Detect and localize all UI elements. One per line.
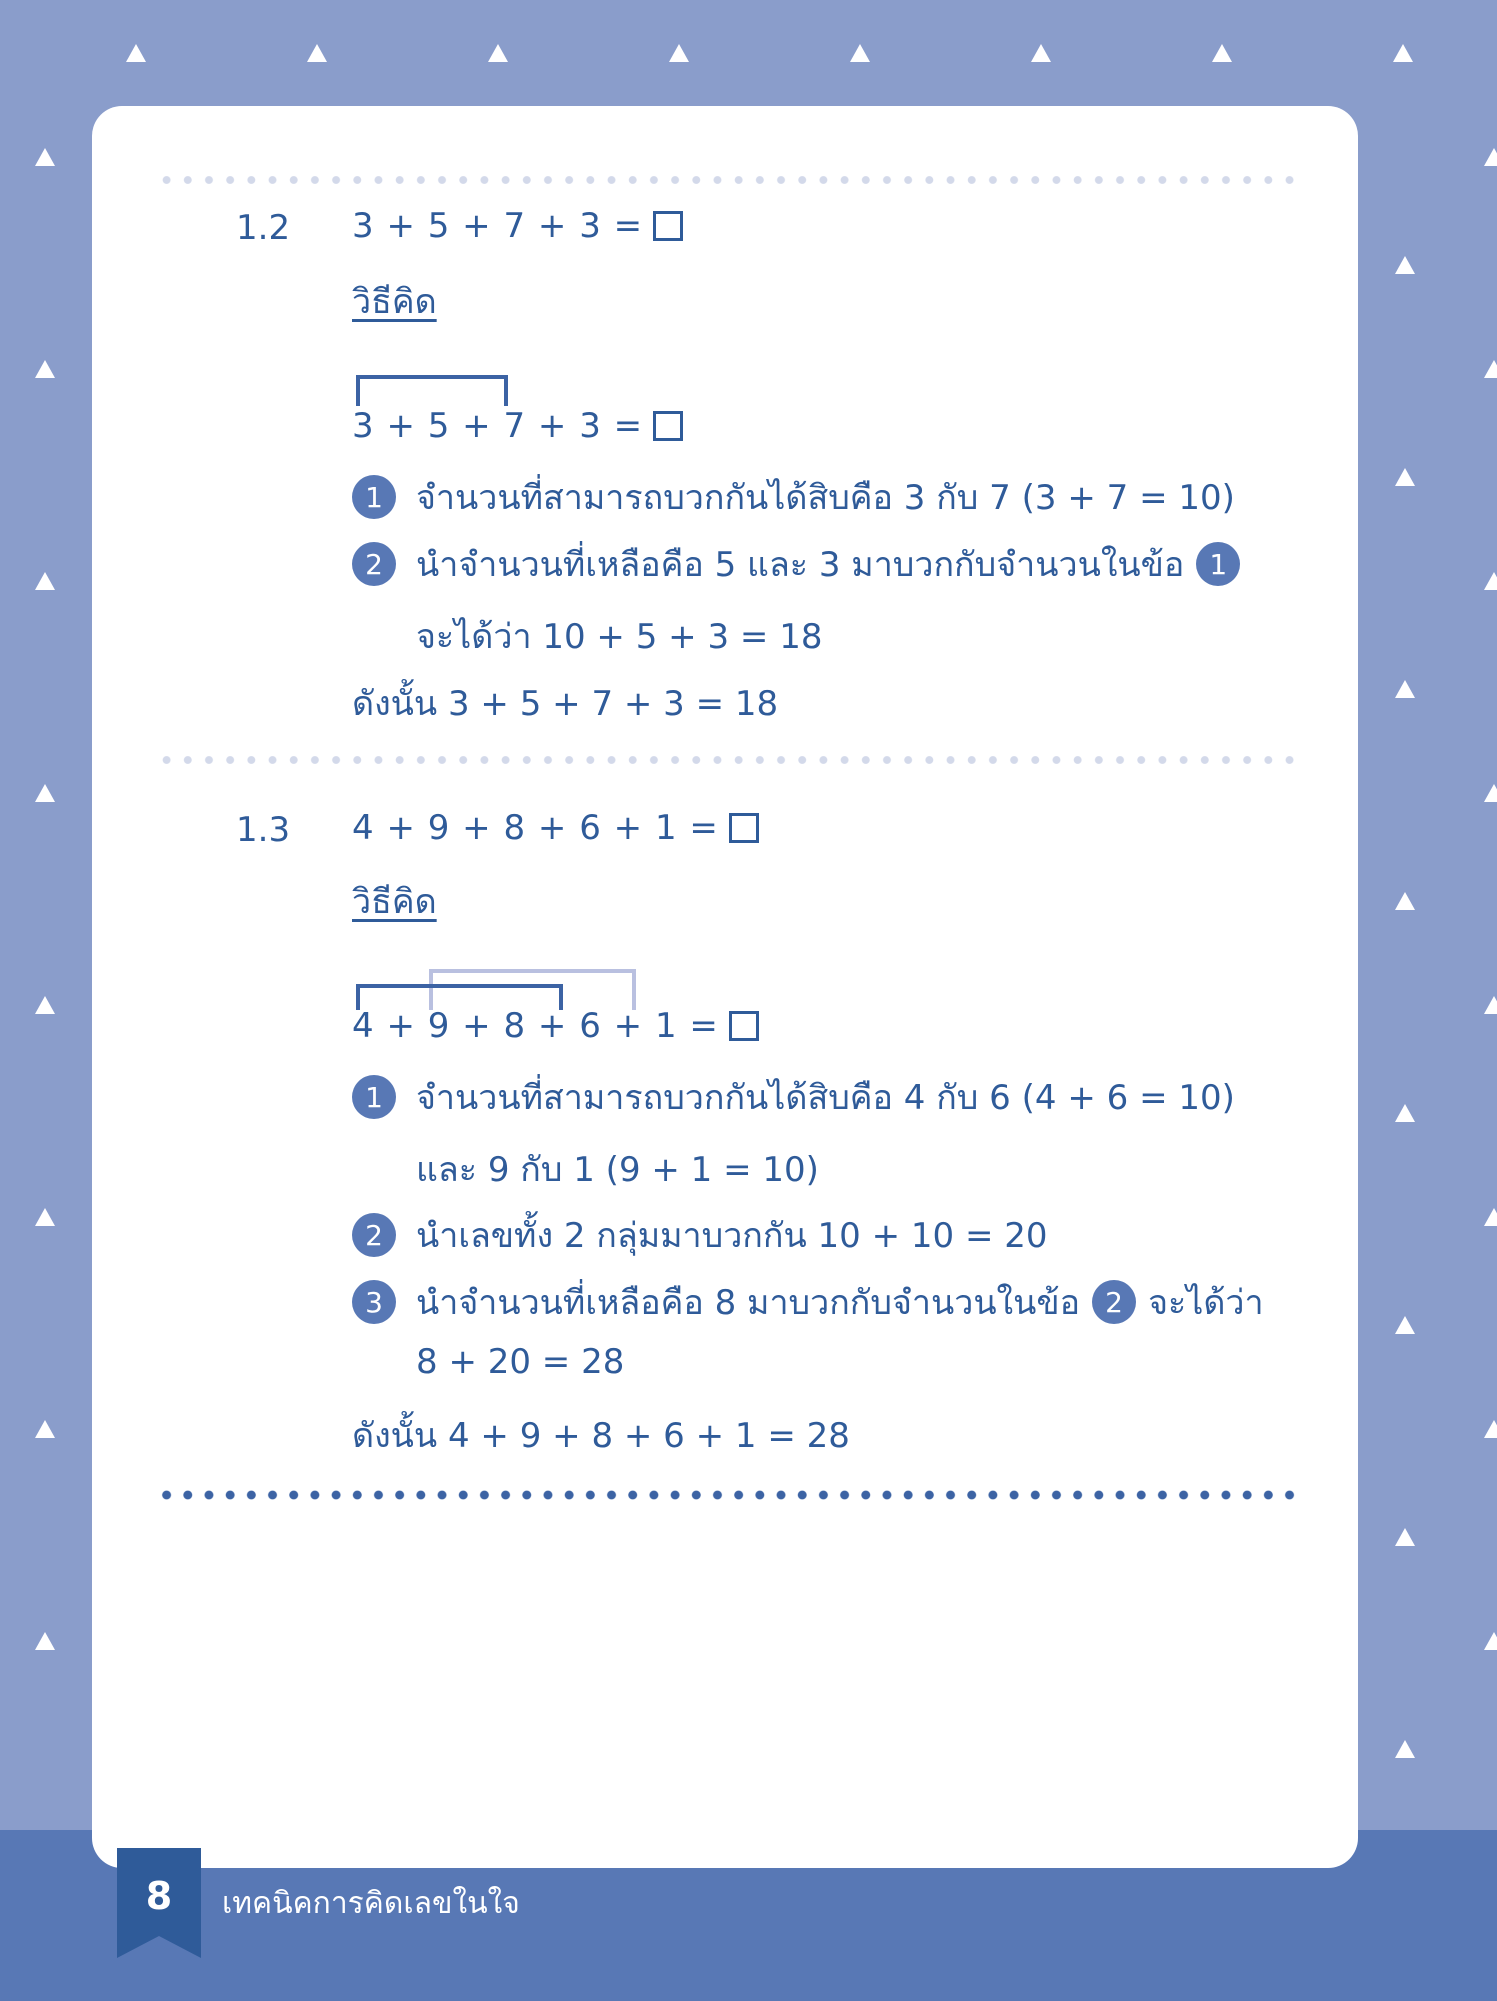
triangle-decoration xyxy=(35,784,55,802)
step-3 xyxy=(352,1275,1264,1329)
triangle-decoration xyxy=(35,996,55,1014)
step-number-badge: 2 xyxy=(352,1213,396,1257)
triangle-decoration xyxy=(1395,680,1415,698)
triangle-decoration xyxy=(1484,996,1497,1014)
equation-text: 4 + 9 + 8 + 6 + 1 = xyxy=(352,808,719,848)
step-number-badge: 1 xyxy=(352,475,396,519)
triangle-decoration xyxy=(1484,1208,1497,1226)
triangle-decoration xyxy=(1212,44,1232,62)
step-text: จำนวนที่สามารถบวกกันได้สิบคือ 3 กับ 7 (3 + 7 = 10) xyxy=(416,478,1235,518)
conclusion: ดังนั้น 3 + 5 + 7 + 3 = 18 xyxy=(352,684,779,724)
step-text: นำเลขทั้ง 2 กลุ่มมาบวกกัน 10 + 10 = 20 xyxy=(416,1216,1048,1256)
answer-box xyxy=(729,1011,759,1041)
dotted-divider xyxy=(156,175,1302,185)
step-1 xyxy=(352,1070,1235,1124)
triangle-decoration xyxy=(1395,1316,1415,1334)
method-label: วิธีคิด xyxy=(352,282,437,322)
question-number: 1.2 xyxy=(236,208,291,248)
triangle-decoration xyxy=(35,572,55,590)
triangle-decoration xyxy=(1395,892,1415,910)
question-equation xyxy=(352,808,759,848)
triangle-decoration xyxy=(307,44,327,62)
triangle-decoration xyxy=(35,1420,55,1438)
step-text: จำนวนที่สามารถบวกกันได้สิบคือ 4 กับ 6 (4 + 6 = 10) xyxy=(416,1078,1235,1118)
triangle-decoration xyxy=(1484,1420,1497,1438)
triangle-decoration xyxy=(1393,44,1413,62)
work-equation xyxy=(352,1006,759,1046)
equation-text: 3 + 5 + 7 + 3 = xyxy=(352,206,644,246)
book-title: เทคนิคการคิดเลขในใจ xyxy=(222,1886,520,1921)
answer-box xyxy=(729,813,759,843)
question-number: 1.3 xyxy=(236,810,291,850)
step-text: นำจำนวนที่เหลือคือ 5 และ 3 มาบวกกับจำนวนในข้อ xyxy=(416,545,1185,585)
work-equation-text: 3 + 5 + 7 + 3 = xyxy=(352,406,644,446)
dotted-divider-end xyxy=(156,1490,1302,1500)
triangle-decoration xyxy=(1484,572,1497,590)
content-card xyxy=(92,106,1358,1868)
triangle-decoration xyxy=(1484,148,1497,166)
step-1 xyxy=(352,470,1235,524)
step-text-after: จะได้ว่า xyxy=(1148,1283,1264,1323)
page-number: 8 xyxy=(145,1874,173,1918)
step-continuation: จะได้ว่า 10 + 5 + 3 = 18 xyxy=(416,617,823,657)
question-equation xyxy=(352,206,683,246)
triangle-decoration xyxy=(850,44,870,62)
step-text: นำจำนวนที่เหลือคือ 8 มาบวกกับจำนวนในข้อ xyxy=(416,1283,1081,1323)
triangle-decoration xyxy=(1395,468,1415,486)
triangle-decoration xyxy=(1484,360,1497,378)
step-continuation: และ 9 กับ 1 (9 + 1 = 10) xyxy=(416,1150,819,1190)
triangle-decoration xyxy=(488,44,508,62)
answer-box xyxy=(653,411,683,441)
step-continuation: 8 + 20 = 28 xyxy=(416,1342,625,1382)
triangle-decoration xyxy=(126,44,146,62)
triangle-decoration xyxy=(1484,784,1497,802)
conclusion: ดังนั้น 4 + 9 + 8 + 6 + 1 = 28 xyxy=(352,1416,850,1456)
step-number-badge: 1 xyxy=(352,1075,396,1119)
triangle-decoration xyxy=(1395,256,1415,274)
work-equation-text: 4 + 9 + 8 + 6 + 1 = xyxy=(352,1006,719,1046)
triangle-decoration xyxy=(1031,44,1051,62)
triangle-decoration xyxy=(1484,1632,1497,1650)
triangle-decoration xyxy=(35,360,55,378)
pair-brackets xyxy=(352,962,642,1012)
step-number-badge: 3 xyxy=(352,1280,396,1324)
step-2 xyxy=(352,1208,1048,1262)
dotted-divider xyxy=(156,755,1302,765)
pair-bracket xyxy=(352,370,512,410)
triangle-decoration xyxy=(1395,1740,1415,1758)
triangle-decoration xyxy=(1395,1528,1415,1546)
step-2 xyxy=(352,537,1252,591)
step-number-badge: 2 xyxy=(352,542,396,586)
triangle-decoration xyxy=(1395,1104,1415,1122)
method-label: วิธีคิด xyxy=(352,882,437,922)
reference-badge: 1 xyxy=(1196,542,1240,586)
triangle-decoration xyxy=(35,1632,55,1650)
reference-badge: 2 xyxy=(1092,1280,1136,1324)
triangle-decoration xyxy=(35,1208,55,1226)
triangle-decoration xyxy=(35,148,55,166)
work-equation xyxy=(352,406,683,446)
triangle-decoration xyxy=(669,44,689,62)
answer-box xyxy=(653,211,683,241)
